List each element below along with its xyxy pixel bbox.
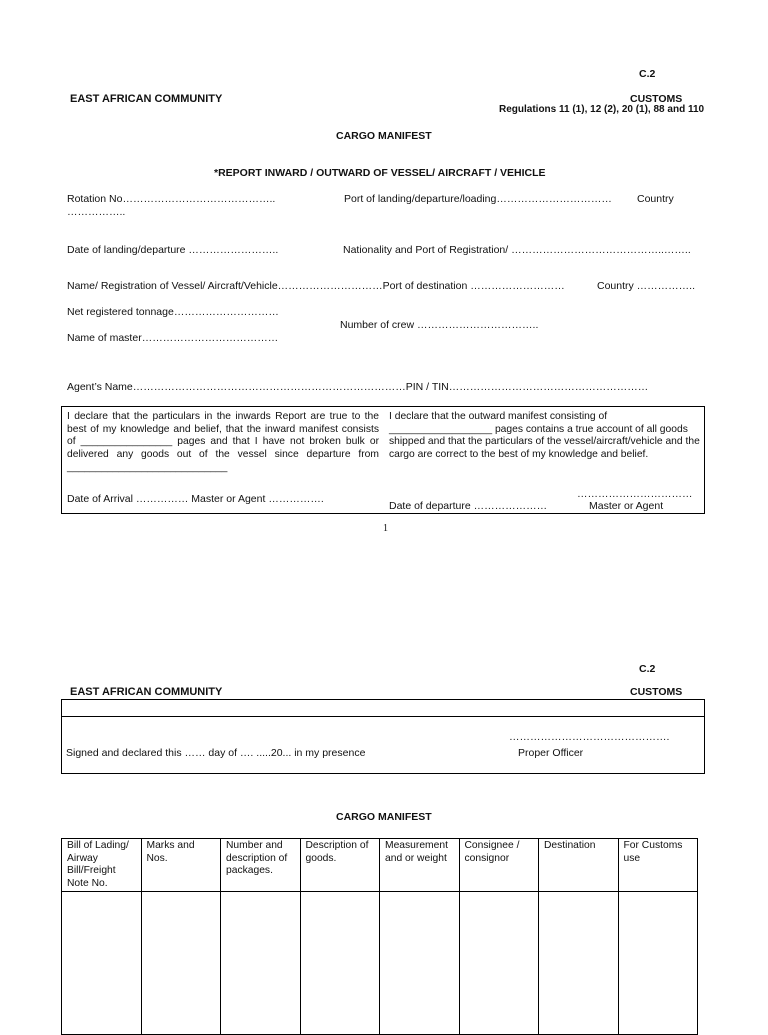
name-master-field[interactable]: Name of master………………………………… [67, 332, 279, 344]
table-row [62, 892, 698, 1035]
port-landing-field[interactable]: Port of landing/departure/loading…………………………… [344, 193, 612, 205]
number-crew-field[interactable]: Number of crew …………………………….. [340, 319, 539, 331]
agent-field[interactable]: Agent’s Name……………………………………………………………………PIN / TIN………………………………………………… [67, 381, 649, 393]
col-consignee: Consignee / consignor [459, 839, 539, 892]
cell-marks[interactable] [141, 892, 221, 1035]
country-label: Country [637, 193, 674, 205]
nationality-field[interactable]: Nationality and Port of Registration/ ……………………………………..…….. [343, 244, 691, 256]
officer-signature-line[interactable]: ………………………………………. [509, 731, 670, 743]
customs-label-2: CUSTOMS [630, 686, 683, 698]
org-name: EAST AFRICAN COMMUNITY [70, 93, 223, 105]
date-landing-field[interactable]: Date of landing/departure …………………….. [67, 244, 279, 256]
cell-destination[interactable] [539, 892, 619, 1035]
name-registration-field[interactable]: Name/ Registration of Vessel/ Aircraft/Vehicle…………………………Port of destination ……………………… [67, 280, 565, 292]
cell-bill-of-lading[interactable] [62, 892, 142, 1035]
officer-declaration-box [61, 699, 705, 774]
cargo-manifest-table [61, 838, 698, 1035]
page-title-2: CARGO MANIFEST [336, 811, 432, 823]
col-customs-use: For Customs use [618, 839, 698, 892]
rotation-field[interactable]: Rotation No…………………………………….. [67, 193, 276, 205]
table-header-row [62, 839, 698, 892]
cell-description[interactable] [300, 892, 380, 1035]
form-code: C.2 [639, 68, 656, 80]
country-field[interactable]: …………….. [67, 206, 126, 218]
date-departure-field[interactable]: Date of departure ………………… [389, 500, 548, 512]
signed-declared-text: Signed and declared this …… day of …. .....20... in my presence [66, 747, 366, 759]
form-code-2: C.2 [639, 663, 656, 675]
declaration-box [61, 406, 705, 514]
customs-label: CUSTOMS [630, 93, 683, 105]
col-destination: Destination [539, 839, 619, 892]
date-arrival-field[interactable]: Date of Arrival …………… Master or Agent ……………. [67, 493, 324, 505]
col-measurement: Measurement and or weight [380, 839, 460, 892]
outward-declaration: I declare that the outward manifest consisting of __________________ pages contains a true account of all goods shipped and that the particulars of the vessel/aircraft/vehicle and the cargo are correct to the best of my knowledge and belief. [389, 411, 700, 461]
page-subtitle: *REPORT INWARD / OUTWARD OF VESSEL/ AIRCRAFT / VEHICLE [214, 167, 546, 179]
col-description: Description of goods. [300, 839, 380, 892]
net-tonnage-field[interactable]: Net registered tonnage………………………… [67, 306, 279, 318]
col-bill-of-lading: Bill of Lading/ Airway Bill/Freight Note No. [62, 839, 142, 892]
cell-packages[interactable] [221, 892, 301, 1035]
cell-consignee[interactable] [459, 892, 539, 1035]
master-signature-line[interactable]: …………………………… [577, 488, 693, 500]
master-agent-label: Master or Agent [589, 500, 664, 512]
regulations: Regulations 11 (1), 12 (2), 20 (1), 88 and 110 [499, 104, 705, 115]
cell-customs-use[interactable] [618, 892, 698, 1035]
page-number: 1 [383, 523, 388, 534]
col-marks: Marks and Nos. [141, 839, 221, 892]
page-title: CARGO MANIFEST [336, 130, 432, 142]
cell-measurement[interactable] [380, 892, 460, 1035]
col-packages: Number and description of packages. [221, 839, 301, 892]
org-name-2: EAST AFRICAN COMMUNITY [70, 686, 223, 698]
box-divider [62, 716, 704, 717]
proper-officer-label: Proper Officer [518, 747, 584, 759]
country-destination-field[interactable]: Country …………….. [597, 280, 696, 292]
inward-declaration: I declare that the particulars in the inwards Report are true to the best of my knowledge and belief, that the inward manifest consists of ________________ pages and that I have not broken bulk or delivered any goods out of the vessel since departure from ____________________________ [67, 411, 379, 473]
